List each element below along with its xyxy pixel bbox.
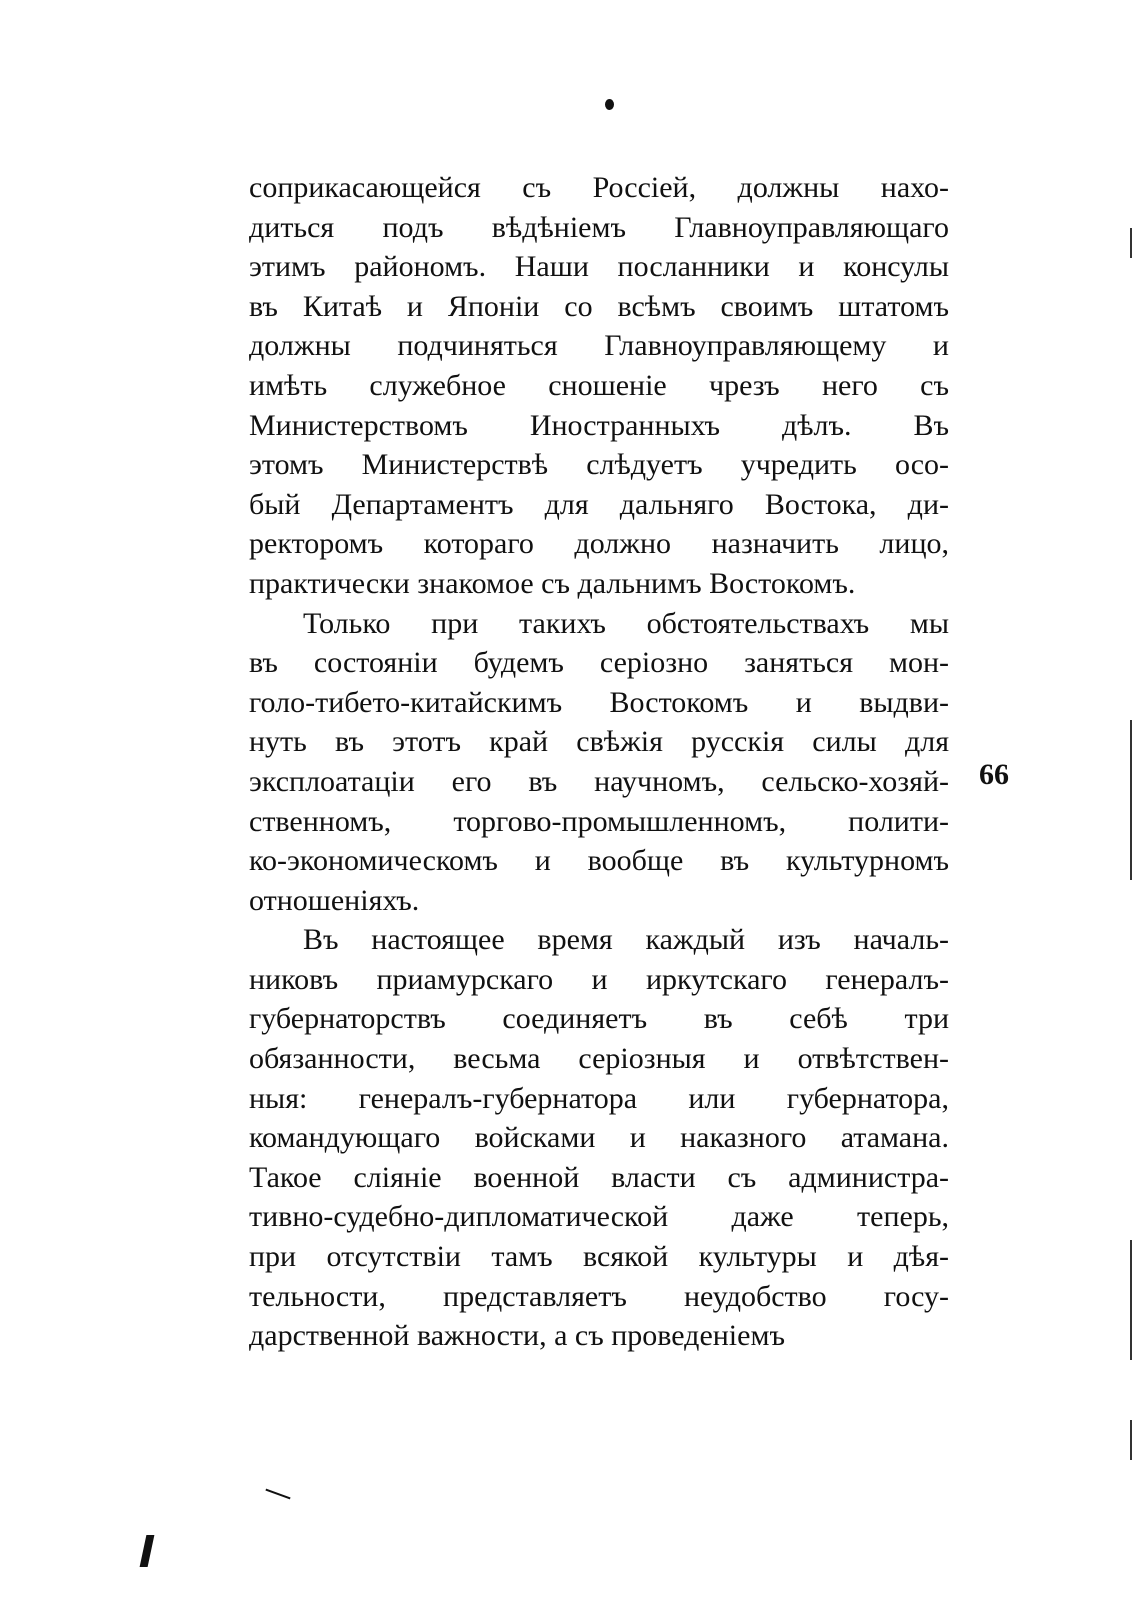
text-line: ректоромъ котораго должно назначить лицо, bbox=[249, 527, 949, 561]
paragraph bbox=[249, 604, 949, 921]
text-line: Министерствомъ Иностранныхъ дѣлъ. Въ bbox=[249, 408, 949, 442]
text-line: голо-тибето-китайскимъ Востокомъ и выдви- bbox=[249, 685, 949, 719]
text-line: Такое сліяніе военной власти съ администра- bbox=[249, 1160, 949, 1194]
text-line: бый Департаментъ для дальняго Востока, ди- bbox=[249, 487, 949, 521]
bottom-ink-stroke bbox=[265, 1489, 290, 1500]
text-line: этомъ Министерствѣ слѣдуетъ учредить осо- bbox=[249, 448, 949, 482]
text-line: диться подъ вѣдѣніемъ Главноуправляющаго bbox=[249, 210, 949, 244]
text-line: при отсутствіи тамъ всякой культуры и дѣя- bbox=[249, 1240, 949, 1274]
text-line: ственномъ, торгово-промышленномъ, полити- bbox=[249, 804, 949, 838]
text-line: имѣть служебное сношеніе чрезъ него съ bbox=[249, 368, 949, 402]
text-line: должны подчиняться Главноуправляющему и bbox=[249, 329, 949, 363]
text-line: никовъ приамурскаго и иркутскаго генералъ- bbox=[249, 962, 949, 996]
text-line: ко-экономическомъ и вообще въ культурномъ bbox=[249, 844, 949, 878]
top-ink-dot bbox=[605, 99, 614, 110]
text-line: губернаторствъ соединяетъ въ себѣ три bbox=[249, 1002, 949, 1036]
text-line: тельности, представляетъ неудобство госу- bbox=[249, 1279, 949, 1313]
text-line: практически знакомое съ дальнимъ Востокомъ. bbox=[249, 566, 856, 600]
text-line: обязанности, весьма серіозныя и отвѣтствен- bbox=[249, 1042, 949, 1076]
paragraph bbox=[249, 920, 949, 1356]
text-line: командующаго войсками и наказного атамана. bbox=[249, 1121, 949, 1155]
paragraph bbox=[249, 168, 949, 604]
text-line: соприкасающейся съ Россіей, должны нахо- bbox=[249, 171, 949, 204]
text-line: въ состояніи будемъ серіозно заняться мон- bbox=[249, 646, 949, 680]
page-edge-marks bbox=[1130, 0, 1132, 1602]
text-line: этимъ райономъ. Наши посланники и консулы bbox=[249, 250, 949, 284]
text-line: въ Китаѣ и Японіи со всѣмъ своимъ штатомъ bbox=[249, 289, 949, 323]
text-line: отношеніяхъ. bbox=[249, 883, 420, 917]
bottom-ink-smudge bbox=[140, 1535, 155, 1567]
text-line: нуть въ этотъ край свѣжія русскія силы для bbox=[249, 725, 949, 759]
text-line: ныя: генералъ-губернатора или губернатора, bbox=[249, 1081, 949, 1115]
body-text bbox=[249, 168, 949, 1356]
text-line: Въ настоящее время каждый изъ началь- bbox=[303, 923, 949, 957]
text-line: Только при такихъ обстоятельствахъ мы bbox=[303, 606, 949, 640]
text-line: тивно-судебно-дипломатической даже теперь, bbox=[249, 1200, 949, 1234]
margin-page-number: 66 bbox=[979, 758, 1009, 791]
text-line: эксплоатаціи его въ научномъ, сельско-хозяй- bbox=[249, 764, 949, 798]
text-line: дарственной важности, а съ проведеніемъ bbox=[249, 1319, 785, 1353]
